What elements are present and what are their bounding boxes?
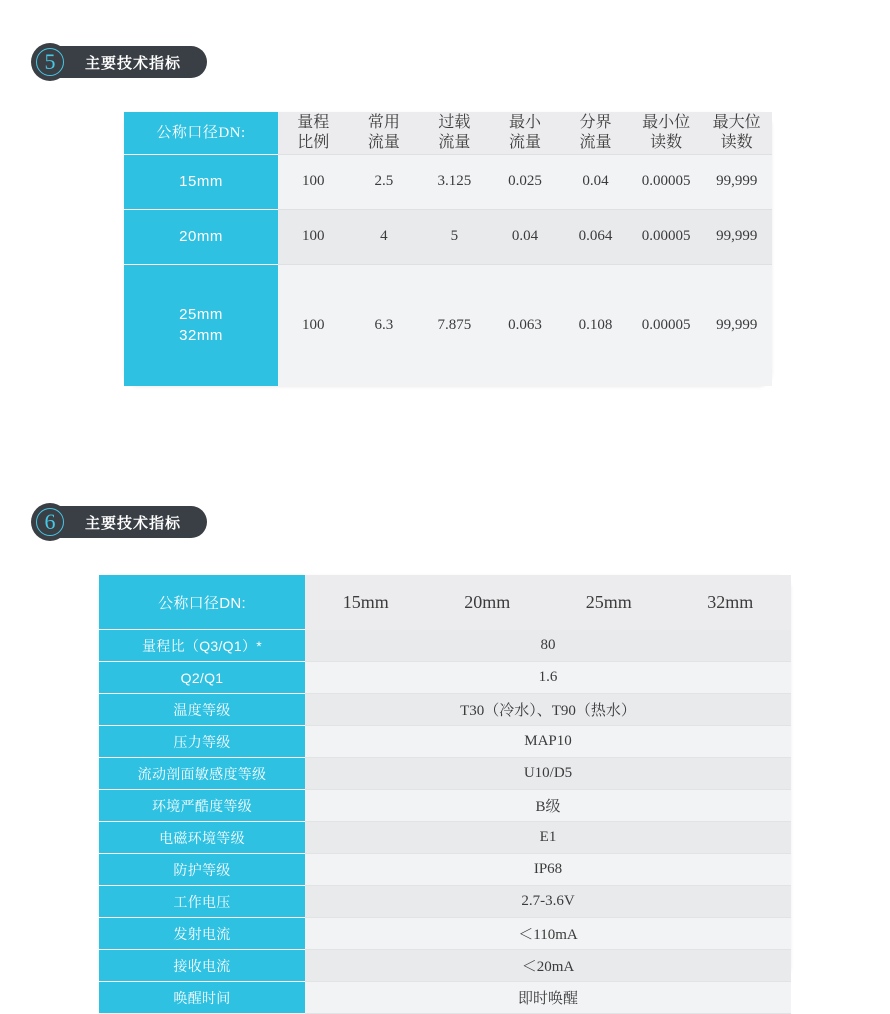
section-title-text: 主要技术指标 bbox=[85, 54, 182, 72]
table1-cell-2-4: 0.108 bbox=[560, 264, 631, 386]
table2-row-label-10: 接收电流 bbox=[99, 950, 305, 982]
table-row bbox=[124, 264, 772, 386]
table2-row-label-8: 工作电压 bbox=[99, 886, 305, 918]
table1-cell-0-2: 3.125 bbox=[419, 155, 490, 210]
table2-row-label-7: 防护等级 bbox=[99, 854, 305, 886]
table1-row-label-1 bbox=[124, 209, 278, 264]
table1-cell-0-6: 99,999 bbox=[701, 155, 772, 210]
table2-row-label-2: 温度等级 bbox=[99, 694, 305, 726]
table2-row-value-2: T30（冷水）、T90（热水） bbox=[305, 694, 791, 726]
header-line1: 过载 bbox=[438, 114, 471, 131]
header-line1: 最小位 bbox=[642, 114, 691, 131]
table1-head bbox=[124, 112, 772, 155]
table1-cell-2-3: 0.063 bbox=[490, 264, 561, 386]
table2-row-label-6: 电磁环境等级 bbox=[99, 822, 305, 854]
table1-row-label-0 bbox=[124, 155, 278, 210]
table1-cell-0-5: 0.00005 bbox=[631, 155, 702, 210]
table2-row-value-9: ＜110mA bbox=[305, 918, 791, 950]
table1-cell-0-0: 100 bbox=[278, 155, 349, 210]
section-title-text: 主要技术指标 bbox=[85, 514, 182, 532]
table1-cell-1-0: 100 bbox=[278, 209, 349, 264]
table-row bbox=[99, 886, 791, 918]
header-line1: 最小 bbox=[508, 114, 541, 131]
table2-row-value-8: 2.7-3.6V bbox=[305, 886, 791, 918]
spec-table-2 bbox=[99, 575, 791, 1014]
technical-spec-table-2 bbox=[99, 575, 791, 1007]
table1-cell-2-2: 7.875 bbox=[419, 264, 490, 386]
table-row bbox=[99, 854, 791, 886]
table-row bbox=[124, 112, 772, 155]
table-row bbox=[99, 694, 791, 726]
header-line2: 流量 bbox=[508, 134, 541, 151]
row-label-line1: 25mm bbox=[179, 306, 223, 324]
table2-row-label-1: Q2/Q1 bbox=[99, 662, 305, 694]
table2-row-value-4: U10/D5 bbox=[305, 758, 791, 790]
table1-corner-label: 公称口径DN: bbox=[124, 112, 278, 155]
header-line2: 读数 bbox=[650, 134, 683, 151]
header-line2: 流量 bbox=[367, 134, 400, 151]
table2-row-value-6: E1 bbox=[305, 822, 791, 854]
table1-cell-2-1: 6.3 bbox=[349, 264, 420, 386]
table2-col-header-0: 15mm bbox=[305, 575, 427, 630]
table-row bbox=[99, 822, 791, 854]
technical-spec-table-1 bbox=[124, 112, 772, 386]
table1-cell-1-2: 5 bbox=[419, 209, 490, 264]
table1-header-cell-6 bbox=[701, 112, 772, 155]
table1-cell-1-5: 0.00005 bbox=[631, 209, 702, 264]
table2-row-label-11: 唤醒时间 bbox=[99, 982, 305, 1014]
section-number-badge bbox=[31, 503, 69, 541]
table1-cell-1-1: 4 bbox=[349, 209, 420, 264]
header-line1: 常用 bbox=[367, 114, 400, 131]
table2-row-label-0: 量程比（Q3/Q1）* bbox=[99, 630, 305, 662]
table-row bbox=[124, 155, 772, 210]
spec-table-1 bbox=[124, 112, 772, 386]
table2-row-label-5: 环境严酷度等级 bbox=[99, 790, 305, 822]
table2-row-label-3: 压力等级 bbox=[99, 726, 305, 758]
header-line2: 读数 bbox=[720, 134, 753, 151]
table1-header-cell-2 bbox=[419, 112, 490, 155]
table1-cell-0-3: 0.025 bbox=[490, 155, 561, 210]
row-label-line1: 20mm bbox=[179, 228, 223, 246]
header-line2: 比例 bbox=[297, 134, 330, 151]
table2-row-label-4: 流动剖面敏感度等级 bbox=[99, 758, 305, 790]
table1-header-cell-3 bbox=[490, 112, 561, 155]
table2-corner-label: 公称口径DN: bbox=[99, 575, 305, 630]
table-row bbox=[99, 918, 791, 950]
table-row bbox=[99, 630, 791, 662]
table2-col-header-1: 20mm bbox=[427, 575, 549, 630]
row-label-line1: 15mm bbox=[179, 173, 223, 191]
table-row bbox=[99, 790, 791, 822]
table1-body bbox=[124, 155, 772, 387]
table-row bbox=[99, 758, 791, 790]
table1-cell-1-4: 0.064 bbox=[560, 209, 631, 264]
header-line1: 最大位 bbox=[712, 114, 761, 131]
table2-row-value-3: MAP10 bbox=[305, 726, 791, 758]
row-label-line2: 32mm bbox=[179, 327, 223, 345]
section-number-text: 5 bbox=[44, 49, 56, 74]
table2-row-value-5: B级 bbox=[305, 790, 791, 822]
table2-row-value-10: ＜20mA bbox=[305, 950, 791, 982]
table1-cell-2-0: 100 bbox=[278, 264, 349, 386]
table-row bbox=[124, 209, 772, 264]
table1-cell-2-5: 0.00005 bbox=[631, 264, 702, 386]
header-line1: 分界 bbox=[579, 114, 612, 131]
table2-row-value-1: 1.6 bbox=[305, 662, 791, 694]
table1-header-cell-0 bbox=[278, 112, 349, 155]
table-row bbox=[99, 726, 791, 758]
section-title-plate bbox=[55, 506, 207, 538]
table1-cell-0-4: 0.04 bbox=[560, 155, 631, 210]
table2-row-label-9: 发射电流 bbox=[99, 918, 305, 950]
table1-cell-2-6: 99,999 bbox=[701, 264, 772, 386]
table2-row-value-0: 80 bbox=[305, 630, 791, 662]
table-row bbox=[99, 575, 791, 630]
section-header-6 bbox=[31, 503, 207, 541]
table1-header-cell-5 bbox=[631, 112, 702, 155]
header-line2: 流量 bbox=[438, 134, 471, 151]
section-number-badge bbox=[31, 43, 69, 81]
table1-cell-1-3: 0.04 bbox=[490, 209, 561, 264]
header-line1: 量程 bbox=[297, 114, 330, 131]
table1-row-label-2 bbox=[124, 264, 278, 386]
table2-row-value-11: 即时唤醒 bbox=[305, 982, 791, 1014]
section-number-text: 6 bbox=[44, 509, 56, 534]
table-row bbox=[99, 982, 791, 1014]
table2-row-value-7: IP68 bbox=[305, 854, 791, 886]
section-title-plate bbox=[55, 46, 207, 78]
table1-cell-0-1: 2.5 bbox=[349, 155, 420, 210]
header-line2: 流量 bbox=[579, 134, 612, 151]
table2-body bbox=[99, 575, 791, 1014]
table-row bbox=[99, 662, 791, 694]
table1-header-cell-1 bbox=[349, 112, 420, 155]
table1-header-cell-4 bbox=[560, 112, 631, 155]
section-header-5 bbox=[31, 43, 207, 81]
table1-cell-1-6: 99,999 bbox=[701, 209, 772, 264]
table2-col-header-3: 32mm bbox=[670, 575, 792, 630]
table-row bbox=[99, 950, 791, 982]
table2-col-header-2: 25mm bbox=[548, 575, 670, 630]
